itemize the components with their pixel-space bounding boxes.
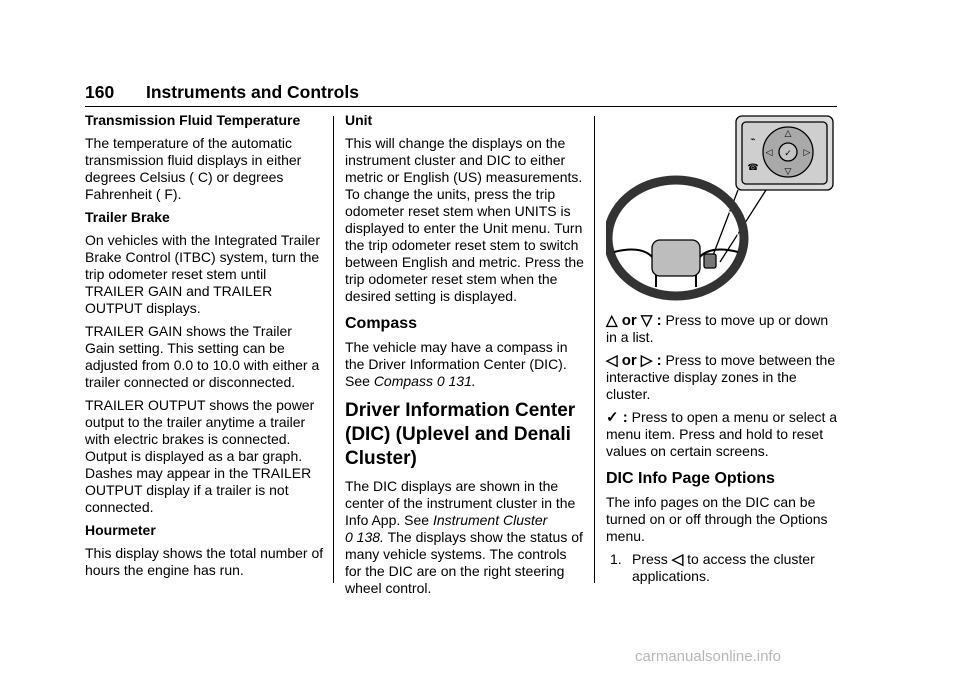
compass-link[interactable]: Compass [373, 373, 433, 389]
unit-paragraph: This will change the displays on the instrument cluster and DIC to either metric or English (US) measurements. To change the units, press the trip odometer reset stem when UNITS is displayed to enter the Unit menu. Turn the trip odometer reset stem to switch between English and metric. Press the trip odometer reset stem when the desired setting is displayed. [345, 135, 584, 304]
tft-paragraph: The temperature of the automatic transmission fluid displays in either degrees Celsius ( C) or degrees Fahrenheit ( F). [85, 135, 302, 202]
check-button-icon: ✓ : [606, 409, 628, 426]
trailer-brake-heading: Trailer Brake [85, 209, 170, 225]
column-right [606, 112, 838, 585]
check-description [606, 409, 838, 460]
dic-heading: Driver Information Center (DIC) (Uplevel and Denali Cluster) [345, 400, 576, 469]
step-1 [610, 551, 838, 585]
compass-paragraph [345, 339, 585, 390]
compass-text: The vehicle may have a compass in the Driver Information Center (DIC). See [345, 339, 568, 389]
phone-icon: ☎ [747, 163, 759, 173]
dic-info-options-paragraph: The info pages on the DIC can be turned on or off through the Options menu. [606, 494, 828, 544]
page-header [85, 82, 837, 107]
step-number: 1. [610, 551, 622, 567]
left-right-buttons-icon: ◁ or ▷ : [606, 352, 662, 369]
instrument-cluster-link[interactable]: Instrument Cluster [432, 512, 548, 528]
leftright-text: Press to move between the interactive display zones in the cluster. [606, 352, 836, 402]
step-text-pre: Press [632, 551, 672, 567]
column-middle [345, 112, 585, 603]
voice-icon: ⌁ [750, 135, 756, 145]
steering-wheel-illustration [606, 112, 838, 302]
tft-heading: Transmission Fluid Temperature [85, 112, 301, 128]
step-text-post: to access the cluster applications. [632, 551, 815, 584]
check-text: Press to open a menu or select a menu item. Press and hold to reset values on certain screens. [606, 409, 838, 459]
left-arrow-icon: ◁ [671, 551, 684, 568]
up-down-buttons-icon: △ or ▽ : [606, 312, 662, 329]
hourmeter-paragraph: This display shows the total number of hours the engine has run. [85, 545, 324, 578]
dic-text-end: The displays show the status of many vehicle systems. The controls for the DIC are on the right steering wheel control. [345, 529, 583, 596]
step-text [632, 551, 838, 585]
column-left [85, 112, 325, 585]
dic-info-options-heading: DIC Info Page Options [606, 470, 775, 487]
updown-text: Press to move up or down in a list. [606, 312, 829, 345]
left-arrow-icon: ◁ [765, 148, 773, 158]
trailer-brake-paragraph-2: TRAILER GAIN shows the Trailer Gain setting. This setting can be adjusted from 0.0 to 10.0 with either a trailer connected or disconnected. [85, 323, 320, 390]
unit-heading: Unit [345, 112, 373, 128]
watermark: carmanualsonline.info [635, 648, 781, 665]
dic-text: The DIC displays are shown in the center of the instrument cluster in the Info App. See [345, 478, 576, 528]
down-arrow-icon: ▽ [784, 167, 792, 177]
right-arrow-icon: ▷ [803, 148, 811, 158]
compass-page-ref: 0 131. [432, 373, 476, 389]
page-number: 160 [85, 82, 115, 102]
trailer-brake-paragraph-1: On vehicles with the Integrated Trailer Brake Control (ITBC) system, turn the trip odometer reset stem until TRAILER GAIN and TRAILER OUTPUT displays. [85, 232, 321, 316]
check-icon: ✓ [784, 149, 792, 159]
up-arrow-icon: △ [784, 129, 792, 139]
column-divider [594, 116, 595, 583]
section-title: Instruments and Controls [146, 82, 359, 102]
hourmeter-heading: Hourmeter [85, 522, 156, 538]
dic-paragraph [345, 478, 585, 597]
trailer-brake-paragraph-3: TRAILER OUTPUT shows the power output to the trailer anytime a trailer with electric brakes is connected. Output is displayed as a bar graph. Dashes may appear in the TRAILER OUTPUT display if a trailer is not connected. [85, 397, 315, 515]
leftright-description [606, 352, 838, 403]
compass-heading: Compass [345, 315, 418, 332]
updown-description [606, 312, 838, 346]
column-divider [333, 116, 334, 583]
dic-page-ref: 0 138. [345, 529, 384, 545]
